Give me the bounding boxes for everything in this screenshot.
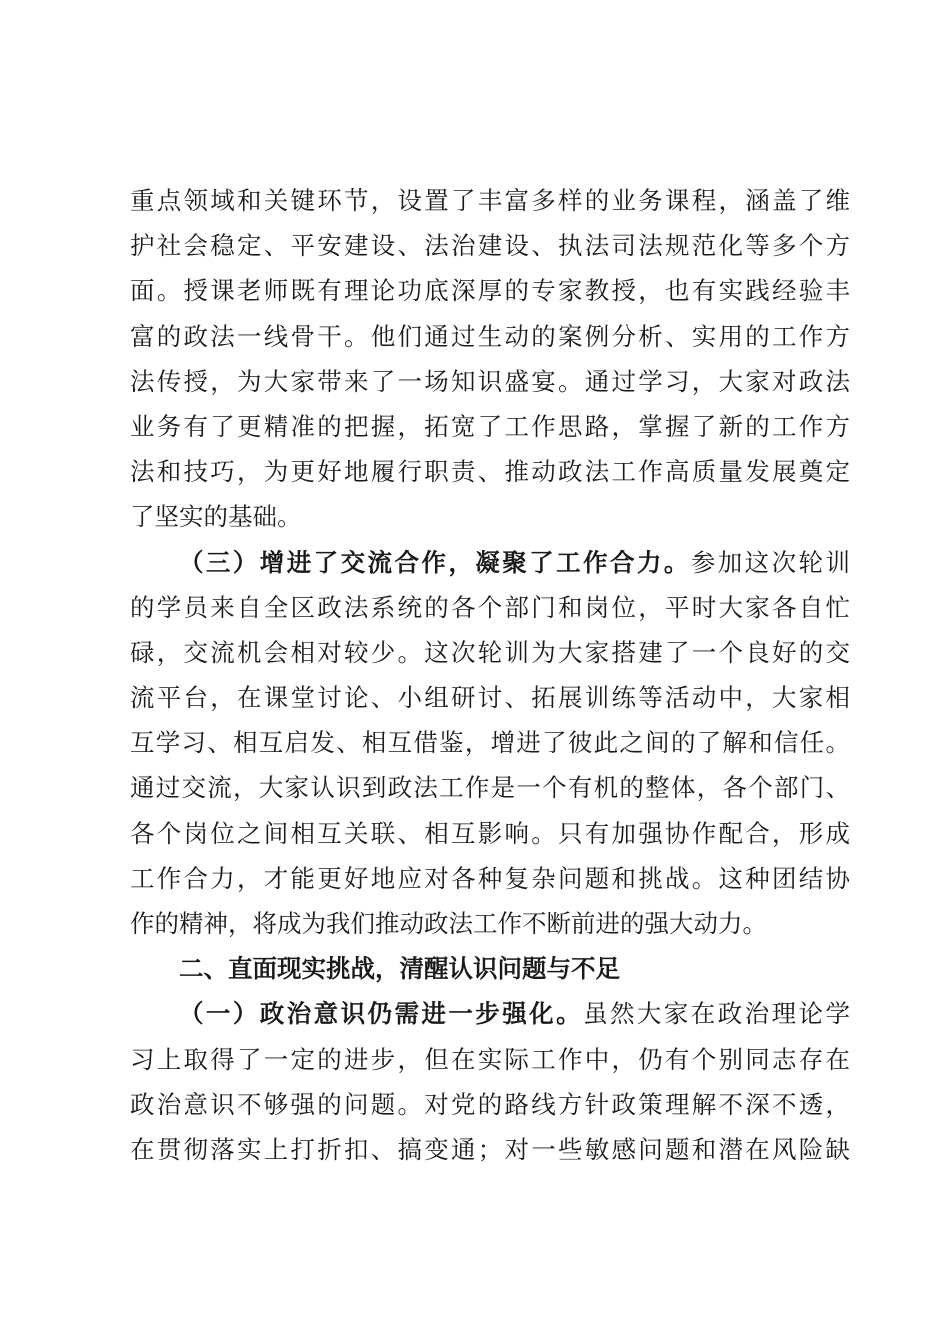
text-line: 法和技巧，为更好地履行职责、推动政法工作高质量发展奠定 bbox=[130, 457, 850, 487]
paragraph-lead-heading: （三）增进了交流合作，凝聚了工作合力。 bbox=[179, 547, 691, 577]
text-line: 业务有了更精准的把握，拓宽了工作思路，掌握了新的工作方 bbox=[130, 411, 850, 441]
paragraph-course-content bbox=[130, 178, 850, 540]
section-heading: 二、直面现实挑战，清醒认识问题与不足 bbox=[179, 954, 620, 984]
text-line: 富的政法一线骨干。他们通过生动的案例分析、实用的工作方 bbox=[130, 321, 850, 351]
text-line: 在贯彻落实上打折扣、搞变通；对一些敏感问题和潜在风险缺 bbox=[130, 1134, 850, 1164]
text-line: 政治意识不够强的问题。对党的路线方针政策理解不深不透， bbox=[130, 1089, 850, 1119]
text-line: 各个岗位之间相互关联、相互影响。只有加强协作配合，形成 bbox=[130, 818, 850, 848]
text-line: 作的精神，将成为我们推动政法工作不断前进的强大动力。 bbox=[130, 909, 767, 938]
text-line: 流平台，在课堂讨论、小组研讨、拓展训练等活动中，大家相 bbox=[130, 683, 850, 713]
text-fragment: 参加这次轮训 bbox=[690, 547, 850, 577]
text-line-first bbox=[130, 991, 850, 1036]
text-fragment: 虽然大家在政治理论学 bbox=[583, 999, 850, 1029]
text-line: 法传授，为大家带来了一场知识盛宴。通过学习，大家对政法 bbox=[130, 366, 850, 396]
text-line: 的学员来自全区政法系统的各个部门和岗位，平时大家各自忙 bbox=[130, 592, 850, 622]
paragraph-exchange-cooperation bbox=[130, 540, 850, 947]
text-line: 面。授课老师既有理论功底深厚的专家教授，也有实践经验丰 bbox=[130, 276, 850, 306]
text-line-first bbox=[130, 540, 850, 585]
document-body bbox=[130, 178, 850, 1172]
text-line: 了坚实的基础。 bbox=[130, 502, 302, 532]
text-line: 碌，交流机会相对较少。这次轮训为大家搭建了一个良好的交 bbox=[130, 637, 850, 667]
text-line: 重点领域和关键环节，设置了丰富多样的业务课程，涵盖了维 bbox=[130, 186, 850, 215]
text-line: 习上取得了一定的进步，但在实际工作中，仍有个别同志存在 bbox=[130, 1044, 850, 1074]
text-line: 互学习、相互启发、相互借鉴，增进了彼此之间的了解和信任。 bbox=[130, 728, 850, 758]
text-line: 通过交流，大家认识到政法工作是一个有机的整体，各个部门、 bbox=[130, 773, 850, 803]
paragraph-lead-heading: （一）政治意识仍需进一步强化。 bbox=[179, 999, 584, 1029]
paragraph-political-awareness bbox=[130, 991, 850, 1172]
text-line: 工作合力，才能更好地应对各种复杂问题和挑战。这种团结协 bbox=[130, 863, 850, 893]
text-line: 护社会稳定、平安建设、法治建设、执法司法规范化等多个方 bbox=[130, 231, 850, 261]
